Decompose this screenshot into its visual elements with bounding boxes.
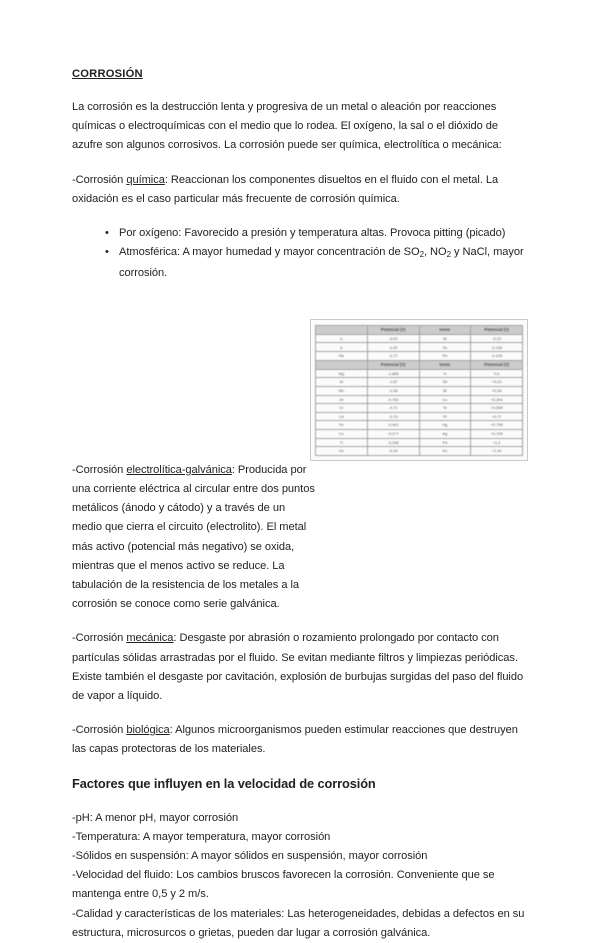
table-row (316, 343, 523, 352)
table-row (316, 386, 523, 395)
cell-ion: Ni (419, 334, 471, 343)
cell-metal: Na (316, 352, 368, 361)
bullet-atmosferica-mid: , NO (423, 246, 447, 259)
cell-ion: H (419, 369, 471, 378)
document-content (72, 66, 528, 943)
list-item (105, 243, 528, 283)
bullet-atmosferica-pre: Atmosférica: A mayor humedad y mayor concentración de SO (119, 246, 420, 259)
cell-potential: +0,10 (471, 378, 523, 387)
cell-ion: Pt (419, 412, 471, 421)
cell-potential: -1,866 (367, 369, 419, 378)
cell-metal: Cr (316, 404, 368, 413)
cell-metal: Ce (316, 447, 368, 456)
cell-ion: Au (419, 447, 471, 456)
cell-metal: K (316, 343, 368, 352)
galvanica-paragraph (72, 461, 315, 615)
factores-list (72, 809, 528, 943)
mecanica-paragraph (72, 629, 528, 706)
cell-potential: 0,0 (471, 369, 523, 378)
factor-line-calidad: -Calidad y características de los materiales: Las heterogeneidades, debidas a defectos en su estructura, microsurcos o grietas, pueden dar lugar a corrosión galvánica. (72, 907, 525, 939)
page-title: CORROSIÓN (72, 68, 143, 80)
bullet-oxigeno-text: Por oxígeno: Favorecido a presión y temperatura altas. Provoca pitting (picado) (119, 227, 506, 240)
cell-potential: -2,71 (367, 352, 419, 361)
mecanica-prefix: -Corrosión (72, 632, 127, 645)
biologica-body: : Algunos microorganismos pueden estimular reacciones que destruyen las capas protectoras de los materiales. (72, 724, 518, 756)
cell-metal: Mn (316, 386, 368, 395)
quimica-prefix: -Corrosión (72, 173, 127, 186)
table-row (316, 429, 523, 438)
table-header-blank (316, 325, 368, 334)
table-header-potencial-right-2: Potencial (V) (471, 360, 523, 369)
table-header-potencial-right: Potencial (V) (471, 325, 523, 334)
cell-potential: -1,67 (367, 378, 419, 387)
cell-potential: +0,28 (471, 386, 523, 395)
table-header-row (316, 325, 523, 334)
cell-potential: -0,136 (471, 343, 523, 352)
cell-ion: Pd (419, 438, 471, 447)
galvanica-prefix: -Corrosión (72, 463, 127, 476)
bullet-atmosferica-post: y NaCl, mayor corrosión. (119, 246, 524, 280)
factores-heading: Factores que influyen en la velocidad de corrosión (72, 775, 376, 791)
quimica-body: : Reaccionan los componentes disueltos en el fluido con el metal. La oxidación es el caso particular más frecuente de corrosión química. (72, 173, 499, 205)
factor-line-solidos: -Sólidos en suspensión: A mayor sólidos en suspensión, mayor corrosión (72, 849, 428, 862)
cell-ion: Pb (419, 352, 471, 361)
factor-line-ph: -pH: A menor pH, mayor corrosión (72, 811, 239, 824)
cell-metal: Zn (316, 395, 368, 404)
cell-potential: -0,277 (367, 429, 419, 438)
table-row (316, 369, 523, 378)
cell-ion: Ag (419, 429, 471, 438)
table-header-row-secondary (316, 360, 523, 369)
table-row (316, 412, 523, 421)
cell-metal: Cd (316, 412, 368, 421)
cell-metal: Li (316, 334, 368, 343)
table-header-potencial-left: Potencial (V) (367, 325, 419, 334)
cell-potential: +0,798 (471, 421, 523, 430)
cell-potential: -3,02 (367, 334, 419, 343)
table-row (316, 334, 523, 343)
table-row (316, 352, 523, 361)
cell-potential: -2,92 (367, 343, 419, 352)
cell-metal: Fe (316, 421, 368, 430)
cell-metal: Al (316, 378, 368, 387)
quimica-bullet-list (72, 224, 528, 284)
table-header-iones: Iones (419, 325, 471, 334)
cell-ion: Cu (419, 395, 471, 404)
cell-metal: Co (316, 429, 368, 438)
galvanica-keyword: electrolítica-galvánica (126, 463, 232, 476)
biologica-prefix: -Corrosión (72, 724, 127, 737)
galvanic-series-table (315, 325, 523, 456)
cell-potential: +0,558 (471, 404, 523, 413)
biologica-keyword: biológica (126, 724, 170, 737)
cell-metal: Mg (316, 369, 368, 378)
table-row (316, 438, 523, 447)
table-header-potencial-left-2: Potencial (V) (367, 360, 419, 369)
cell-potential: +0,77 (471, 412, 523, 421)
cell-potential: +0,344 (471, 395, 523, 404)
table-row (316, 404, 523, 413)
cell-ion: Hg (419, 421, 471, 430)
galvanica-section (72, 299, 528, 615)
table-row (316, 421, 523, 430)
list-item (105, 224, 528, 243)
mecanica-body: : Desgaste por abrasión o rozamiento prolongado por contacto con partículas sólidas arrastradas por el fluido. Se evitan mediante filtros y limpiezas periódicas. Existe también el desgaste por cavitación, explosión de burbujas surgidas del paso del fluido de vapor a líquido. (72, 632, 524, 702)
cell-potential: -0,70 (367, 412, 419, 421)
galvanica-body: : Producida por una corriente eléctrica al circular entre dos puntos metálicos (ánodo y cátodo) y a través de un medio que cierra el circuito (electrolito). El metal más activo (potencial más negativo) se oxida, mientras que el menos activo se reduce. La tabulación de la resistencia de los metales a la corrosión se conoce como serie galvánica. (72, 463, 315, 611)
cell-ion: Te (419, 404, 471, 413)
table-row (316, 395, 523, 404)
cell-potential: -0,71 (367, 404, 419, 413)
cell-potential: -1,06 (367, 386, 419, 395)
cell-potential: +1,42 (471, 447, 523, 456)
table-header-blank-2 (316, 360, 368, 369)
cell-potential: -0,762 (367, 395, 419, 404)
table-row (316, 378, 523, 387)
cell-potential: -0,34 (367, 447, 419, 456)
cell-potential: -0,126 (471, 352, 523, 361)
cell-potential: +0,799 (471, 429, 523, 438)
cell-potential: -0,336 (367, 438, 419, 447)
biologica-paragraph (72, 721, 528, 759)
factor-line-velocidad: -Velocidad del fluido: Los cambios bruscos favorecen la corrosión. Conveniente que se mantenga entre 0,5 y 2 m/s. (72, 869, 495, 901)
table-row (316, 447, 523, 456)
cell-ion: Bi (419, 386, 471, 395)
table-header-iones-2: Iones (419, 360, 471, 369)
subscript-no2: 2 (446, 250, 451, 260)
cell-potential: +1,2 (471, 438, 523, 447)
cell-ion: Sb (419, 378, 471, 387)
cell-potential: -0,23 (471, 334, 523, 343)
quimica-paragraph (72, 171, 528, 209)
cell-potential: -0,441 (367, 421, 419, 430)
factor-line-temperatura: -Temperatura: A mayor temperatura, mayor corrosión (72, 830, 331, 843)
galvanic-series-table-figure (310, 319, 528, 461)
quimica-keyword: química (126, 173, 165, 186)
subscript-so2: 2 (419, 250, 424, 260)
intro-paragraph: La corrosión es la destrucción lenta y progresiva de un metal o aleación por reacciones químicas o electroquímicas con el medio que lo rodea. El oxígeno, la sal o el dióxido de azufre son algunos corrosivos. La corrosión puede ser química, electrolítica o mecánica: (72, 101, 502, 152)
mecanica-keyword: mecánica (126, 632, 174, 645)
cell-ion: Sn (419, 343, 471, 352)
cell-metal: Tl (316, 438, 368, 447)
